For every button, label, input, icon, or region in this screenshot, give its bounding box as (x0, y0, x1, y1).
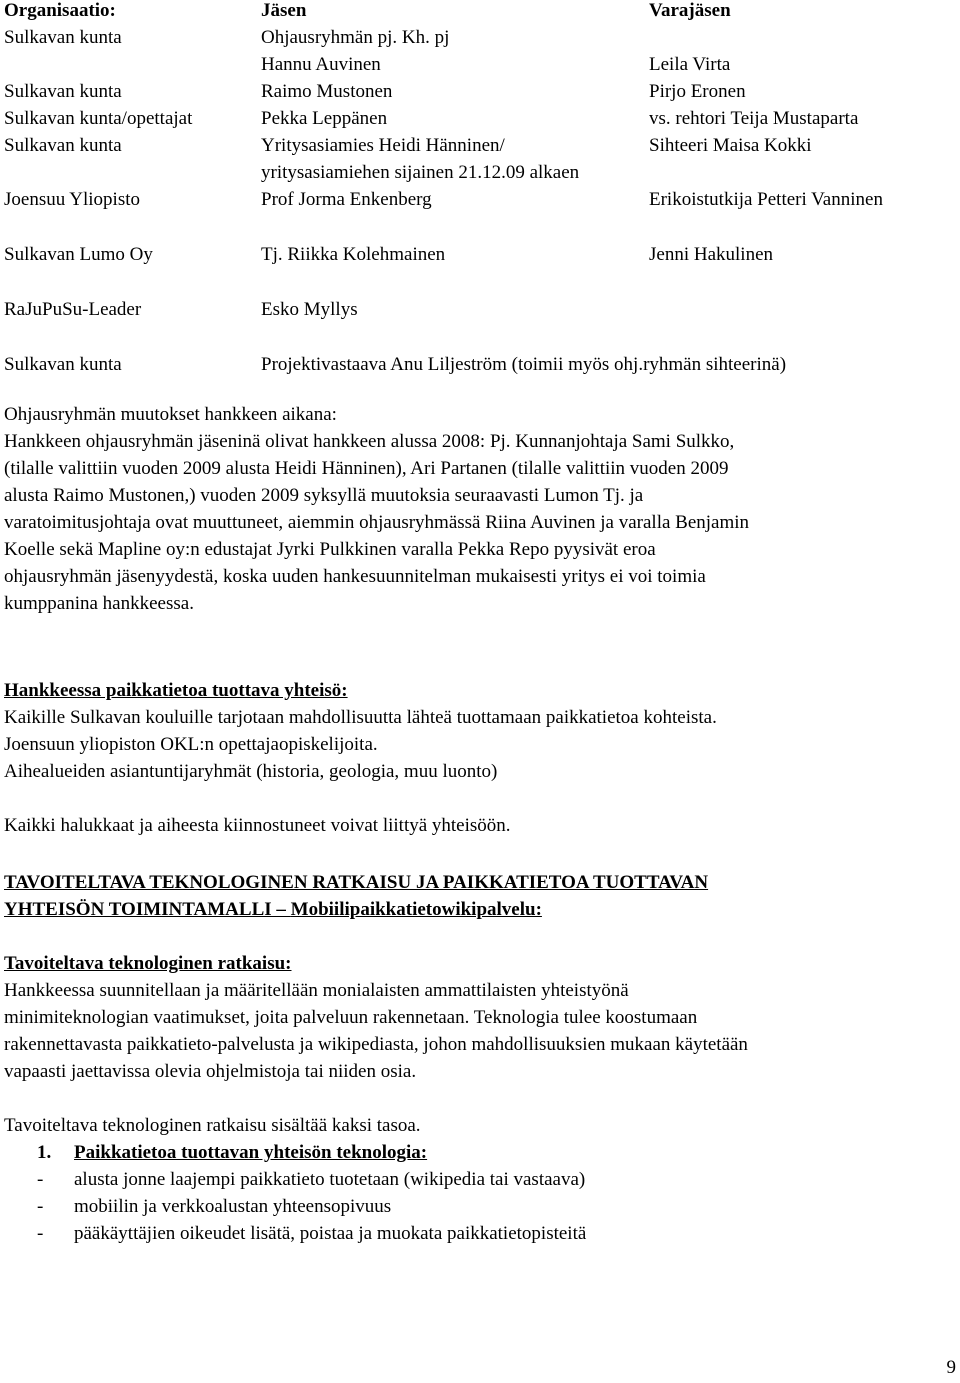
cell-organisation: Sulkavan kunta (4, 354, 122, 375)
table-row (4, 241, 956, 268)
list-item (4, 1193, 954, 1220)
bullet-marker: - (37, 1169, 44, 1190)
cell-organisation: Sulkavan kunta/opettajat (4, 108, 193, 129)
page-number: 9 (946, 1357, 956, 1378)
paragraph-line: Aihealueiden asiantuntijaryhmät (historia, geologia, muu luonto) (4, 761, 498, 782)
paragraph-line: ohjausryhmän jäsenyydestä, koska uuden hankesuunnitelman mukaisesti yritys ei voi toimia (4, 566, 706, 587)
numbered-item (4, 1139, 954, 1166)
table-row (4, 105, 956, 132)
paragraph-line: alusta Raimo Mustonen,) vuoden 2009 syksyllä muutoksia seuraavasti Lumon Tj. ja (4, 485, 644, 506)
technology-title-line2 (4, 896, 954, 923)
table-row (4, 132, 956, 159)
cell-deputy: Leila Virta (649, 54, 731, 75)
community-closing: Kaikki halukkaat ja aiheesta kiinnostuneet voivat liittyä yhteisöön. (4, 815, 511, 836)
table-row (4, 186, 956, 213)
list-item (4, 1220, 954, 1247)
cell-organisation: Sulkavan Lumo Oy (4, 244, 153, 265)
community-section (4, 677, 954, 839)
paragraph-line: Hankkeen ohjausryhmän jäseninä olivat hankkeen alussa 2008: Pj. Kunnanjohtaja Sami Sulkko, (4, 431, 735, 452)
paragraph-line: Hankkeessa suunnitellaan ja määritellään monialaisten ammattilaisten yhteistyönä (4, 980, 629, 1001)
list-item (4, 1166, 954, 1193)
technology-section (4, 869, 954, 1247)
technology-sub-heading: Tavoiteltava teknologinen ratkaisu: (4, 953, 292, 974)
table-row (4, 51, 956, 78)
cell-member: Esko Myllys (261, 299, 358, 320)
changes-heading: Ohjausryhmän muutokset hankkeen aikana: (4, 404, 337, 425)
cell-member: Pekka Leppänen (261, 108, 388, 129)
paragraph-line: rakennettavasta paikkatieto-palvelusta ja wikipediasta, johon mahdollisuuksien mukaan käytetään (4, 1034, 748, 1055)
cell-member: Tj. Riikka Kolehmainen (261, 244, 446, 265)
paragraph-line: Koelle sekä Mapline oy:n edustajat Jyrki Pulkkinen varalla Pekka Repo pyysivät eroa (4, 539, 656, 560)
bullet-marker: - (37, 1223, 44, 1244)
cell-organisation: Sulkavan kunta (4, 135, 122, 156)
community-heading: Hankkeessa paikkatietoa tuottava yhteisö: (4, 680, 348, 701)
numbered-label: Paikkatietoa tuottavan yhteisön teknologia: (74, 1142, 428, 1163)
cell-organisation: RaJuPuSu-Leader (4, 299, 142, 320)
table-header-row (4, 0, 956, 24)
header-organisation: Organisaatio: (4, 0, 116, 21)
paragraph-line: vapaasti jaettavissa olevia ohjelmistoja tai niiden osia. (4, 1061, 417, 1082)
changes-section (4, 401, 954, 617)
bullet-text: mobiilin ja verkkoalustan yhteensopivuus (74, 1196, 392, 1217)
cell-deputy: Sihteeri Maisa Kokki (649, 135, 812, 156)
paragraph-line: Kaikille Sulkavan kouluille tarjotaan mahdollisuutta lähteä tuottamaan paikkatietoa kohteista. (4, 707, 717, 728)
table-row (4, 296, 956, 323)
bullet-marker: - (37, 1196, 44, 1217)
table-row (4, 351, 956, 378)
cell-deputy: Erikoistutkija Petteri Vanninen (649, 189, 883, 210)
table-row (4, 24, 956, 51)
paragraph-line: Joensuun yliopiston OKL:n opettajaopiskelijoita. (4, 734, 378, 755)
technology-title-line2-a: YHTEISÖN TOIMINTAMALLI – (4, 899, 291, 920)
table-row (4, 78, 956, 105)
header-deputy: Varajäsen (649, 0, 731, 21)
cell-organisation: Sulkavan kunta (4, 27, 122, 48)
cell-deputy: Pirjo Eronen (649, 81, 746, 102)
numbered-marker: 1. (37, 1142, 52, 1163)
paragraph-line: varatoimitusjohtaja ovat muuttuneet, aiemmin ohjausryhmässä Riina Auvinen ja varalla Benjamin (4, 512, 750, 533)
bullet-text: pääkäyttäjien oikeudet lisätä, poistaa ja muokata paikkatietopisteitä (74, 1223, 587, 1244)
steering-group-table (4, 0, 956, 378)
technology-title-line1: TAVOITELTAVA TEKNOLOGINEN RATKAISU JA PAIKKATIETOA TUOTTAVAN (4, 872, 709, 893)
cell-deputy: Jenni Hakulinen (649, 244, 774, 265)
paragraph-line: kumppanina hankkeessa. (4, 593, 194, 614)
table-row (4, 159, 956, 186)
cell-member: Yritysasiamies Heidi Hänninen/ (261, 135, 505, 156)
cell-member: Prof Jorma Enkenberg (261, 189, 432, 210)
technology-intro: Tavoiteltava teknologinen ratkaisu sisältää kaksi tasoa. (4, 1115, 421, 1136)
technology-title-line2-b: Mobiilipaikkatietowikipalvelu: (290, 899, 542, 920)
cell-member: Ohjausryhmän pj. Kh. pj (261, 27, 450, 48)
cell-member: Hannu Auvinen (261, 54, 381, 75)
paragraph-line: (tilalle valittiin vuoden 2009 alusta Heidi Hänninen), Ari Partanen (tilalle valittiin vuoden 2009 (4, 458, 729, 479)
header-member: Jäsen (261, 0, 307, 21)
cell-organisation: Sulkavan kunta (4, 81, 122, 102)
bullet-text: alusta jonne laajempi paikkatieto tuotetaan (wikipedia tai vastaava) (74, 1169, 586, 1190)
paragraph-line: minimiteknologian vaatimukset, joita palveluun rakennetaan. Teknologia tulee koostumaan (4, 1007, 698, 1028)
cell-member: Projektivastaava Anu Liljeström (toimii myös ohj.ryhmän sihteerinä) (261, 354, 787, 375)
cell-organisation: Joensuu Yliopisto (4, 189, 140, 210)
cell-member: Raimo Mustonen (261, 81, 393, 102)
cell-deputy: vs. rehtori Teija Mustaparta (649, 108, 859, 129)
cell-member: yritysasiamiehen sijainen 21.12.09 alkaen (261, 162, 580, 183)
